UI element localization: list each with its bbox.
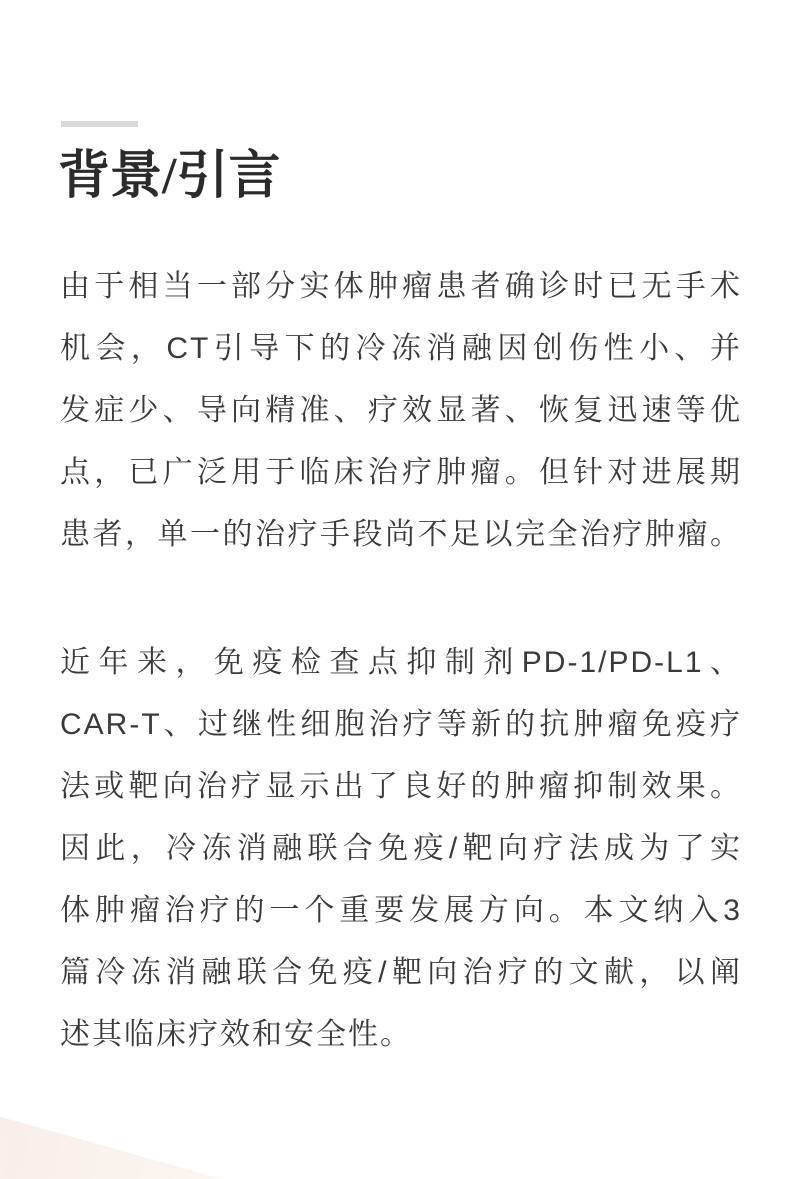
paragraph-2-line: CAR-T、过继性细胞治疗等新的抗肿瘤免疫疗 xyxy=(60,708,742,741)
corner-gradient-decoration xyxy=(0,1094,510,1179)
section-title: 背景/引言 xyxy=(58,148,281,205)
paragraph-1-line: 发症少、导向精准、疗效显著、恢复迅速等优 xyxy=(60,394,742,427)
paragraph-2-line: 篇冷冻消融联合免疫/靶向治疗的文献，以阐 xyxy=(60,956,742,989)
paragraph-2-line: 近年来，免疫检查点抑制剂PD-1/PD-L1、 xyxy=(60,646,742,679)
paragraph-1 xyxy=(60,256,742,566)
paragraph-1-line: 机会，CT引导下的冷冻消融因创伤性小、并 xyxy=(60,332,742,365)
paragraph-2 xyxy=(60,632,742,1066)
paragraph-1-line: 点，已广泛用于临床治疗肿瘤。但针对进展期 xyxy=(60,456,742,489)
paragraph-2-line: 体肿瘤治疗的一个重要发展方向。本文纳入3 xyxy=(60,894,742,927)
paragraph-1-line: 由于相当一部分实体肿瘤患者确诊时已无手术 xyxy=(60,270,742,303)
paragraph-2-line: 法或靶向治疗显示出了良好的肿瘤抑制效果。 xyxy=(60,770,742,803)
paragraph-2-line: 因此，冷冻消融联合免疫/靶向疗法成为了实 xyxy=(60,832,742,865)
paragraph-1-line: 患者，单一的治疗手段尚不足以完全治疗肿瘤。 xyxy=(60,518,742,551)
paragraph-2-line: 述其临床疗效和安全性。 xyxy=(60,1018,412,1051)
section-accent-bar xyxy=(61,121,138,127)
